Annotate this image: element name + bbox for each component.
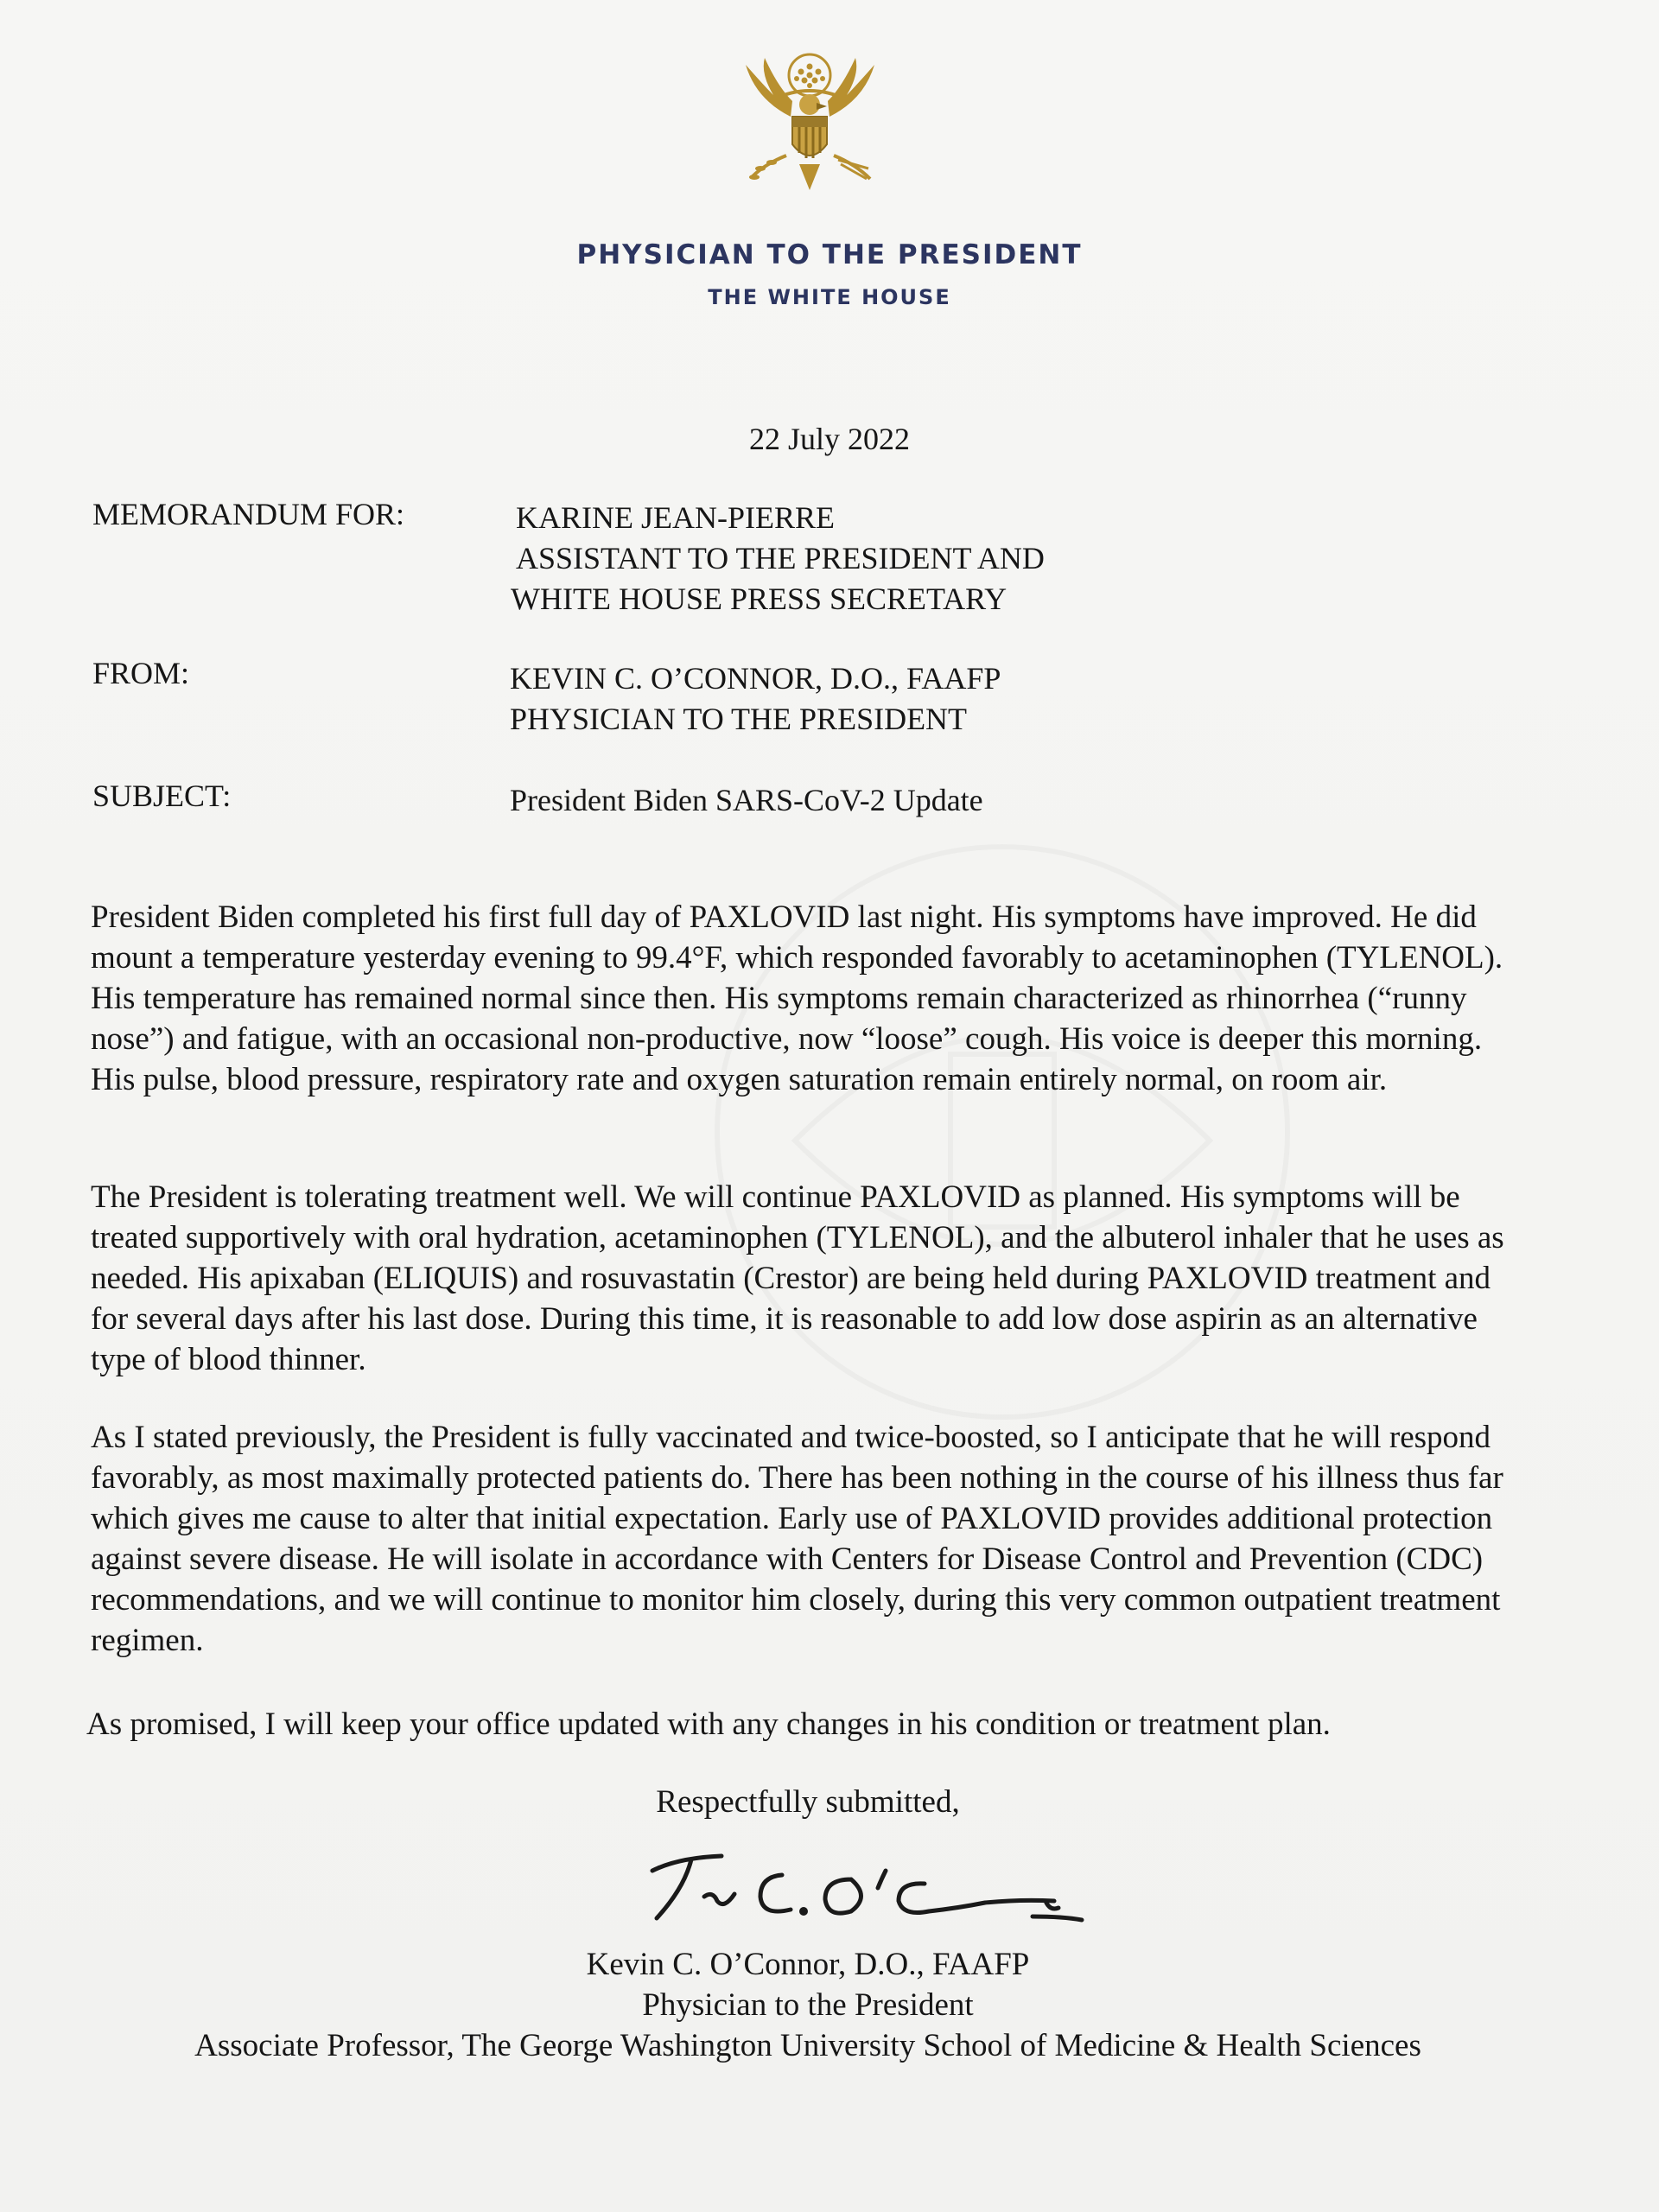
signer-name: Kevin C. O’Connor, D.O., FAAFP bbox=[586, 1947, 1030, 1982]
memo-for-recipient bbox=[511, 498, 1045, 620]
body-paragraph-1: President Biden completed his first full day of PAXLOVID last night. His symptoms have improved. He did mount a temperature yesterday evening to 99.4°F, which responded favorably to acetaminophen (TYLENOL). His temperature has remained normal since then. His symptoms remain characterized as rhinorrhea (“runny nose”) and fatigue, with an occasional non-productive, now “loose” cough. His voice is deeper this morning. His pulse, blood pressure, respiratory rate and oxygen saturation remain entirely normal, on room air. bbox=[91, 899, 1503, 1097]
subject-label: SUBJECT: bbox=[92, 779, 232, 813]
signature-block bbox=[0, 1944, 1616, 2066]
memo-for-line: ASSISTANT TO THE PRESIDENT AND bbox=[516, 541, 1045, 575]
memo-date: 22 July 2022 bbox=[748, 422, 910, 456]
handwritten-signature bbox=[639, 1840, 1089, 1936]
great-seal-eagle-icon bbox=[739, 48, 881, 199]
memo-for-line: KARINE JEAN-PIERRE bbox=[516, 500, 835, 535]
signer-affiliation: Associate Professor, The George Washington University School of Medicine & Health Sciences bbox=[194, 2028, 1421, 2063]
memo-for-line: WHITE HOUSE PRESS SECRETARY bbox=[511, 582, 1007, 616]
letterhead-subtitle: THE WHITE HOUSE bbox=[708, 285, 951, 309]
from-line: KEVIN C. O’CONNOR, D.O., FAAFP bbox=[510, 661, 1001, 696]
from-line: PHYSICIAN TO THE PRESIDENT bbox=[510, 702, 968, 736]
closing-line: Respectfully submitted, bbox=[656, 1784, 960, 1820]
subject-text: President Biden SARS-CoV-2 Update bbox=[510, 783, 983, 817]
letterhead-title: PHYSICIAN TO THE PRESIDENT bbox=[576, 239, 1083, 270]
from-sender bbox=[510, 658, 1001, 740]
signer-title: Physician to the President bbox=[642, 1987, 974, 2023]
body-paragraph-2: The President is tolerating treatment well. We will continue PAXLOVID as planned. His symptoms will be treated supportively with oral hydration, acetaminophen (TYLENOL), and the albuterol inhaler that he uses as needed. His apixaban (ELIQUIS) and rosuvastatin (Crestor) are being held during PAXLOVID treatment and for several days after his last dose. During this time, it is reasonable to add low dose aspirin as an alternative type of blood thinner. bbox=[91, 1179, 1504, 1377]
from-label: FROM: bbox=[92, 656, 190, 690]
body-paragraph-3: As I stated previously, the President is fully vaccinated and twice-boosted, so I anticipate that he will respond favorably, as most maximally protected patients do. There has been nothing in the course of his illness thus far which gives me cause to alter that initial expectation. Early use of PAXLOVID provides additional protection against severe disease. He will isolate in accordance with Centers for Disease Control and Prevention (CDC) recommendations, and we will continue to monitor him closely, during this very common outpatient treatment regimen. bbox=[91, 1420, 1503, 1658]
memo-for-label: MEMORANDUM FOR: bbox=[92, 497, 405, 531]
body-paragraph-4: As promised, I will keep your office updated with any changes in his condition or treatment plan. bbox=[86, 1707, 1331, 1742]
